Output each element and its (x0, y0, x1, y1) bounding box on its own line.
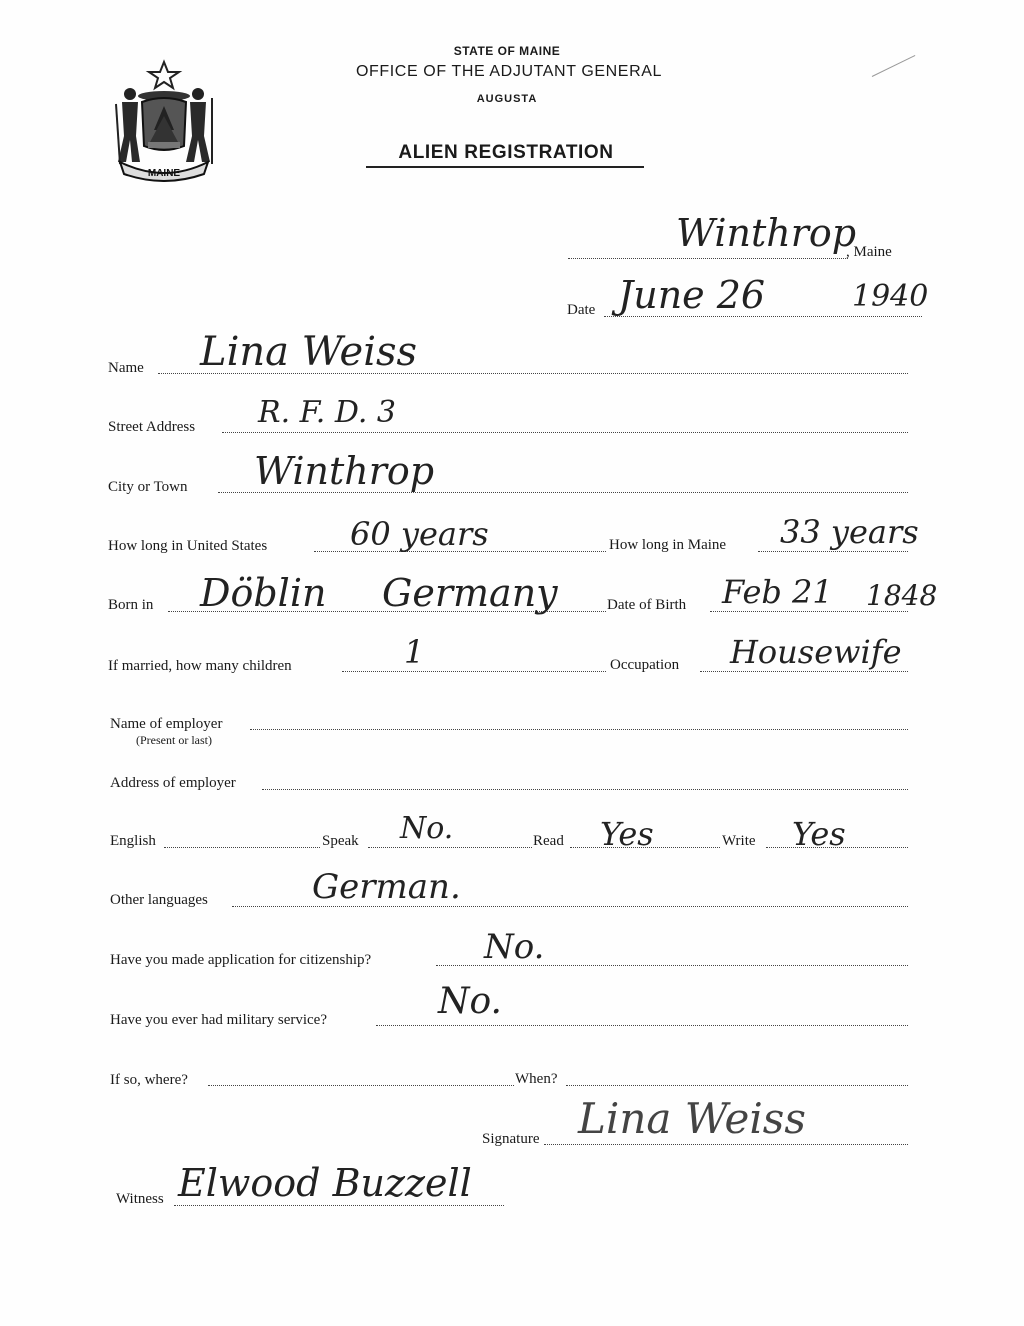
other-languages-value[interactable]: German. (312, 867, 461, 907)
military-label: Have you ever had military service? (110, 1012, 327, 1028)
date-value[interactable]: June 26 (618, 273, 766, 317)
city-value[interactable]: Winthrop (254, 449, 435, 493)
header-state: STATE OF MAINE (453, 44, 561, 58)
born-city-value[interactable]: Döblin (200, 571, 327, 615)
header-office: OFFICE OF THE ADJUTANT GENERAL (355, 63, 663, 80)
occupation-label: Occupation (610, 657, 680, 673)
speak-label: Speak (322, 833, 359, 849)
english-label: English (110, 833, 156, 849)
employer-address-line (262, 789, 908, 790)
when-line (566, 1085, 908, 1086)
signature-label: Signature (482, 1131, 540, 1147)
employer-note: (Present or last) (136, 733, 212, 747)
born-country-value[interactable]: Germany (382, 571, 558, 615)
military-value[interactable]: No. (438, 981, 502, 1022)
military-line (376, 1025, 908, 1026)
maine-duration-label: How long in Maine (609, 537, 727, 553)
signature-value[interactable]: Lina Weiss (578, 1094, 806, 1143)
citizenship-value[interactable]: No. (484, 927, 545, 967)
street-address-line (222, 432, 908, 433)
where-line (208, 1085, 514, 1086)
employer-address-label: Address of employer (110, 775, 236, 791)
children-value[interactable]: 1 (404, 633, 425, 671)
us-duration-value[interactable]: 60 years (350, 515, 489, 553)
street-address-value[interactable]: R. F. D. 3 (258, 395, 397, 430)
date-of-birth-value[interactable]: Feb 21 (722, 573, 833, 611)
name-value[interactable]: Lina Weiss (200, 329, 418, 375)
read-label: Read (533, 833, 564, 849)
us-duration-label: How long in United States (108, 538, 268, 554)
street-address-label: Street Address (108, 419, 196, 435)
maine-duration-value[interactable]: 33 years (780, 513, 919, 551)
children-label: If married, how many children (108, 658, 292, 674)
speak-line (368, 847, 532, 848)
where-label: If so, where? (110, 1072, 188, 1088)
read-value[interactable]: Yes (600, 815, 654, 853)
english-line (164, 847, 320, 848)
title-underline (366, 166, 644, 168)
when-label: When? (515, 1071, 558, 1087)
date-label: Date (567, 302, 596, 318)
date-of-birth-year-value[interactable]: 1848 (866, 579, 938, 612)
date-of-birth-label: Date of Birth (607, 597, 687, 613)
date-year-value[interactable]: 1940 (852, 279, 929, 314)
page-title: ALIEN REGISTRATION (398, 142, 614, 163)
signature-line (544, 1144, 908, 1145)
witness-label: Witness (116, 1191, 164, 1207)
town-line (568, 258, 848, 259)
maine-label: , Maine (846, 244, 892, 260)
write-value[interactable]: Yes (792, 815, 846, 853)
employer-line (250, 729, 908, 730)
occupation-value[interactable]: Housewife (730, 633, 902, 671)
name-label: Name (108, 360, 144, 376)
witness-value[interactable]: Elwood Buzzell (178, 1161, 472, 1205)
seal-banner-text: MAINE (147, 168, 181, 179)
maine-duration-line (758, 551, 908, 552)
children-line (342, 671, 606, 672)
occupation-line (700, 671, 908, 672)
witness-line (174, 1205, 504, 1206)
citizenship-label: Have you made application for citizenship? (110, 952, 372, 968)
other-languages-label: Other languages (110, 892, 208, 908)
employer-label: Name of employer (110, 716, 223, 732)
town-value[interactable]: Winthrop (676, 211, 857, 255)
speak-value[interactable]: No. (400, 811, 454, 846)
city-label: City or Town (108, 479, 188, 495)
born-in-label: Born in (108, 597, 154, 613)
write-label: Write (722, 833, 756, 849)
header-city: AUGUSTA (476, 93, 538, 105)
